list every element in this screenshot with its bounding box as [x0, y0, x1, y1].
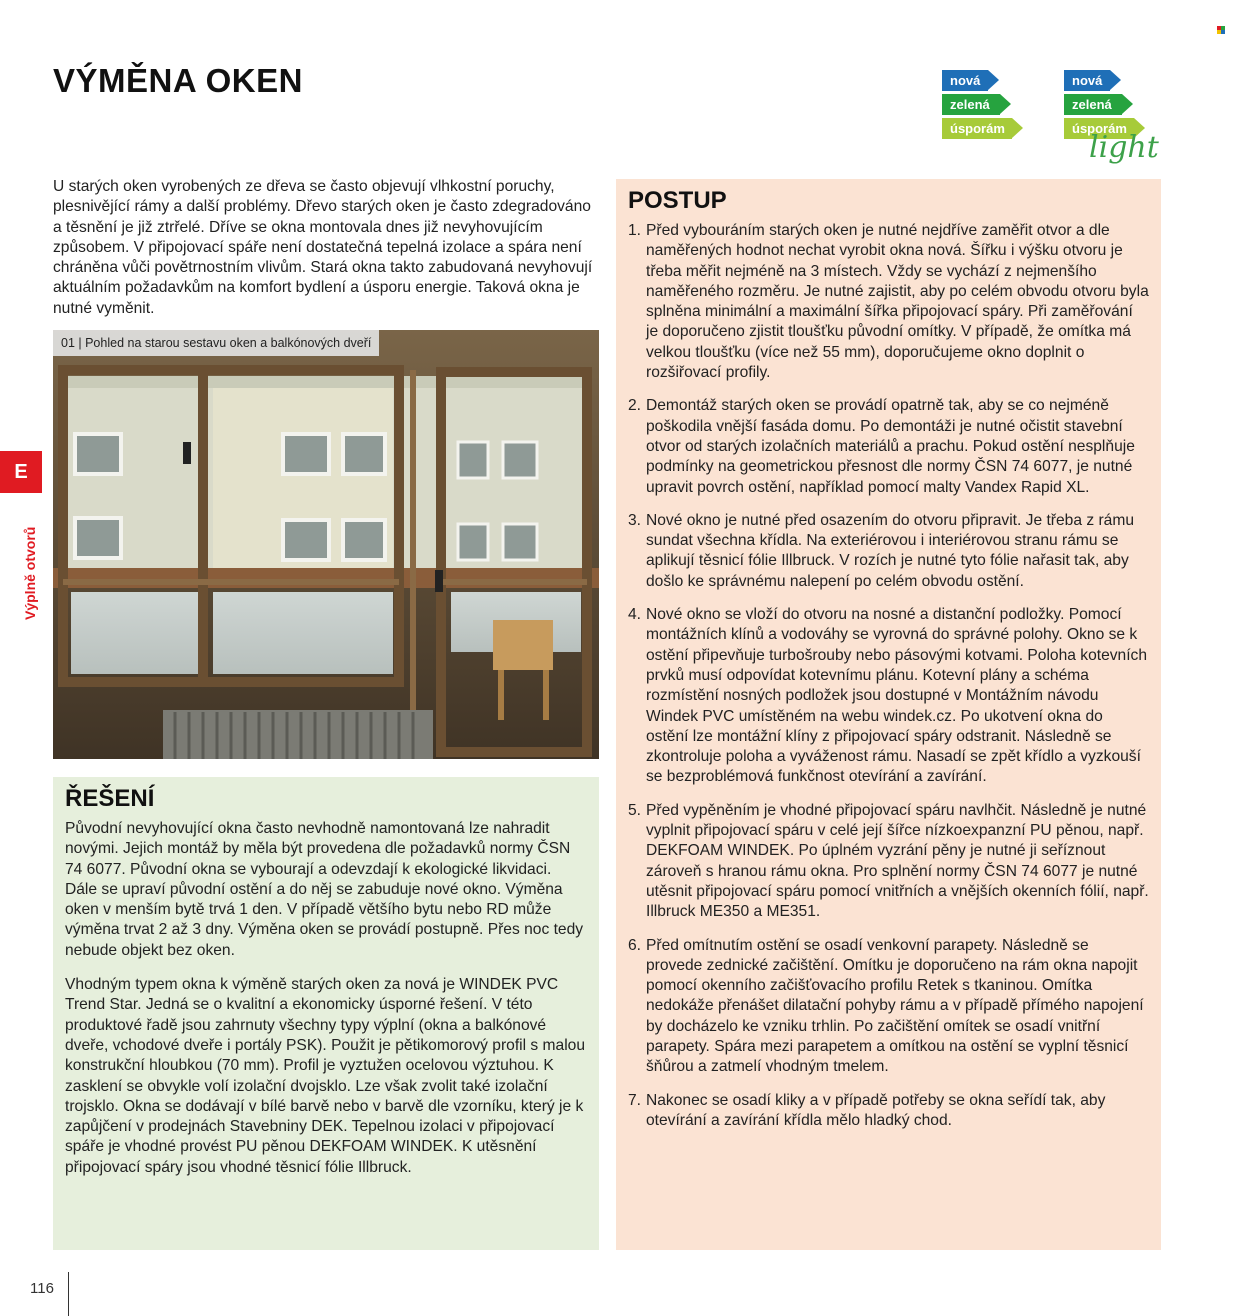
step-text: Před vybouráním starých oken je nutné nejdříve zaměřit otvor a dle naměřených hodnot nechat vyrobit okna nová. Šířku i výšku otvoru je třeba měřit nejméně na 3 místech. Vždy se vychází z nejmenšího naměřeného rozměru. Je nutné zajistit, aby po celém obvodu otvoru byla splněna minimální a maximální šířka připojovací spáry. Při zaměřování je doporučeno zjistit tloušťku původní omítky. V případě, že omítka má velkou tloušťku (více než 55 mm), doporučujeme okno doplnit o rozšiřovací profily. [646, 222, 1149, 382]
step-text: Nové okno je nutné před osazením do otvoru připravit. Je třeba z rámu sundat všechna křídla. Na exteriérovou i interiérovou stranu rámu se aplikují těsnicí fólie Illbruck. V rozích je nutné tyto fólie nařasit tak, aby došlo ke správnému nalepení po celém obvodu ostění. [646, 511, 1134, 590]
badge-nova: nová [1064, 70, 1110, 91]
postup-step [628, 511, 1149, 592]
postup-step [628, 396, 1149, 497]
badge-usporam: úsporám [942, 118, 1012, 139]
step-text: Před omítnutím ostění se osadí venkovní parapety. Následně se provede zednické začištění. Omítku je doporučeno na rám okna napojit pomocí okenního začišťovacího profilu Retek s tkaninou. Omítka nedokáže přenášet dilatační pohyby rámu a v případě přímého napojení by docházelo ke vzniku trhlin. Po začištění omítek se osadí vnitřní parapety. Spára mezi parapetem a omítkou na ostění se vyplní těsnicí šňůrou a zatmelí vhodným tmelem. [646, 936, 1144, 1076]
reseni-paragraph-2: Vhodným typem okna k výměně starých oken za nová je WINDEK PVC Trend Star. Jedná se o kvalitní a ekonomicky úsporné řešení. V této produktové řadě jsou zahrnuty všechny typy výplní (okna a balkónové dveře, vchodové dveře i portály PSK). Použit je pětikomorový profil s malou konstrukční hloubkou (70 mm). Profil je vyztužen ocelovou výztuhou. K zasklení se obvykle volí izolační dvojsklo. Lze však zvolit také izolační trojsklo. Okna se dodávají v bílé barvě nebo v barvě dle vzorníku, který je k zapůjčení v prodejnách Stavebniny DEK. Tepelnou izolaci v připojovací spáře je vhodné provést PU pěnou DEKFOAM WINDEK. K utěsnění připojovací spáry jsou vhodné těsnicí fólie Illbruck. [65, 976, 586, 1176]
badge-usporam: úsporám [1064, 118, 1134, 139]
badge-group-nova-zelena-usporam [942, 70, 1012, 142]
badge-nova: nová [942, 70, 988, 91]
step-number: 1. [628, 222, 642, 239]
step-number: 7. [628, 1091, 642, 1109]
badge-zelena: zelená [942, 94, 1000, 115]
page-divider [68, 1272, 69, 1316]
postup-step [628, 221, 1149, 383]
reseni-heading: ŘEŠENÍ [65, 785, 155, 812]
step-number: 5. [628, 801, 642, 819]
postup-step [628, 605, 1149, 788]
step-number: 6. [628, 936, 642, 954]
postup-step [628, 936, 1149, 1078]
chapter-label: Výplně otvorů [22, 526, 38, 620]
postup-heading: POSTUP [628, 187, 727, 214]
page-number: 116 [30, 1280, 54, 1297]
step-text: Nakonec se osadí kliky a v případě potřeby se okna seřídí tak, aby otevírání a zavírání křídla mělo hladký chod. [646, 1091, 1106, 1129]
photo-old-windows [53, 330, 599, 759]
color-mark-icon [1217, 26, 1225, 34]
badge-zelena: zelená [1064, 94, 1122, 115]
step-number: 3. [628, 511, 642, 529]
step-number: 2. [628, 397, 642, 415]
reseni-paragraph-1: Původní nevyhovující okna často nevhodně namontovaná lze nahradit novými. Jejich montáž by měla být provedena dle požadavků normy ČSN 74 6077. Původní okna se vybourají a odevzdají k ekologické likvidaci. Dále se upraví původní ostění a do něj se zabuduje nové okno. Výměna oken v menším bytě trvá 1 den. V případě většího bytu nebo RD může výměna trvat 2 až 3 dny. Výměna oken se provádí postupně. Přes noc tedy nebude objekt bez oken. [65, 820, 584, 959]
reseni-section [53, 777, 599, 1250]
chapter-tab: E [0, 451, 42, 493]
intro-paragraph: U starých oken vyrobených ze dřeva se často objevují vlhkostní poruchy, plesnivějící rámy a další problémy. Dřevo starých oken je často zdegradováno a těsnění je již ztrřelé. Dříve se okna montovala dnes již nevyhovujícím způsobem. V připojovací spáře není dostatečná tepelná izolace a spára není chráněna vůči povětrnostním vlivům. Stará okna takto zabudovaná nevyhovují aktuálním požadavkům na komfort bydlení a úsporu energie. Taková okna je nutné vyměnit. [53, 178, 593, 317]
photo-caption: 01 | Pohled na starou sestavu oken a balkónových dveří [53, 330, 379, 356]
postup-step [628, 1091, 1149, 1132]
postup-steps [628, 221, 1149, 1131]
page-title: VÝMĚNA OKEN [53, 62, 303, 99]
step-text: Demontáž starých oken se provádí opatrně tak, aby se co nejméně poškodila vnější fasáda domu. Po demontáži je nutné očistit stavební otvor od starých izolačních materiálů a prachu. Pokud ostění nesplňuje podmínky na geometrickou přesnost dle normy ČSN 74 6077, je nutné upravit povrch ostění, například pomocí malty Vandex Rapid XL. [646, 397, 1135, 496]
step-text: Před vypěněním je vhodné připojovací spáru navlhčit. Následně je nutné vyplnit připojovací spáru v celé její šířce nízkoexpanzní PU pěnou, např. DEKFOAM WINDEK. Po úplném vyzrání pěny je nutné ji seříznout zároveň s hranou rámu okna. Pro splnění normy ČSN 74 6077 je nutné utěsnit připojovací spáru pomocí vnitřních a vnějších okenních fólií, např. Illbruck ME350 a ME351. [646, 801, 1149, 921]
step-number: 4. [628, 606, 642, 624]
postup-section [616, 179, 1161, 1250]
window-photo-illustration [53, 330, 599, 759]
step-text: Nové okno se vloží do otvoru na nosné a distanční podložky. Pomocí montážních klínů a vodováhy se vyrovná do správné polohy. Okno se k ostění připevňuje turbošrouby nebo pásovými kotvami. Poloha kotevních prvků musí odpovídat kotevnímu plánu. Kotevní plány a schéma rozmístění nosných podložek jsou dostupné v Montážním návodu Windek PVC umístěném na webu windek.cz. Po ukotvení okna do ostění lze montážní klíny z připojovací spáry odstranit. Následně se zkontroluje poloha a vyváženost rámu. Nasadí se zpět křídlo a vyzkouší se bezproblémová funkčnost otevírání a zavírání. [646, 606, 1148, 786]
postup-step [628, 801, 1149, 923]
badge-light-label: light [1089, 130, 1159, 165]
